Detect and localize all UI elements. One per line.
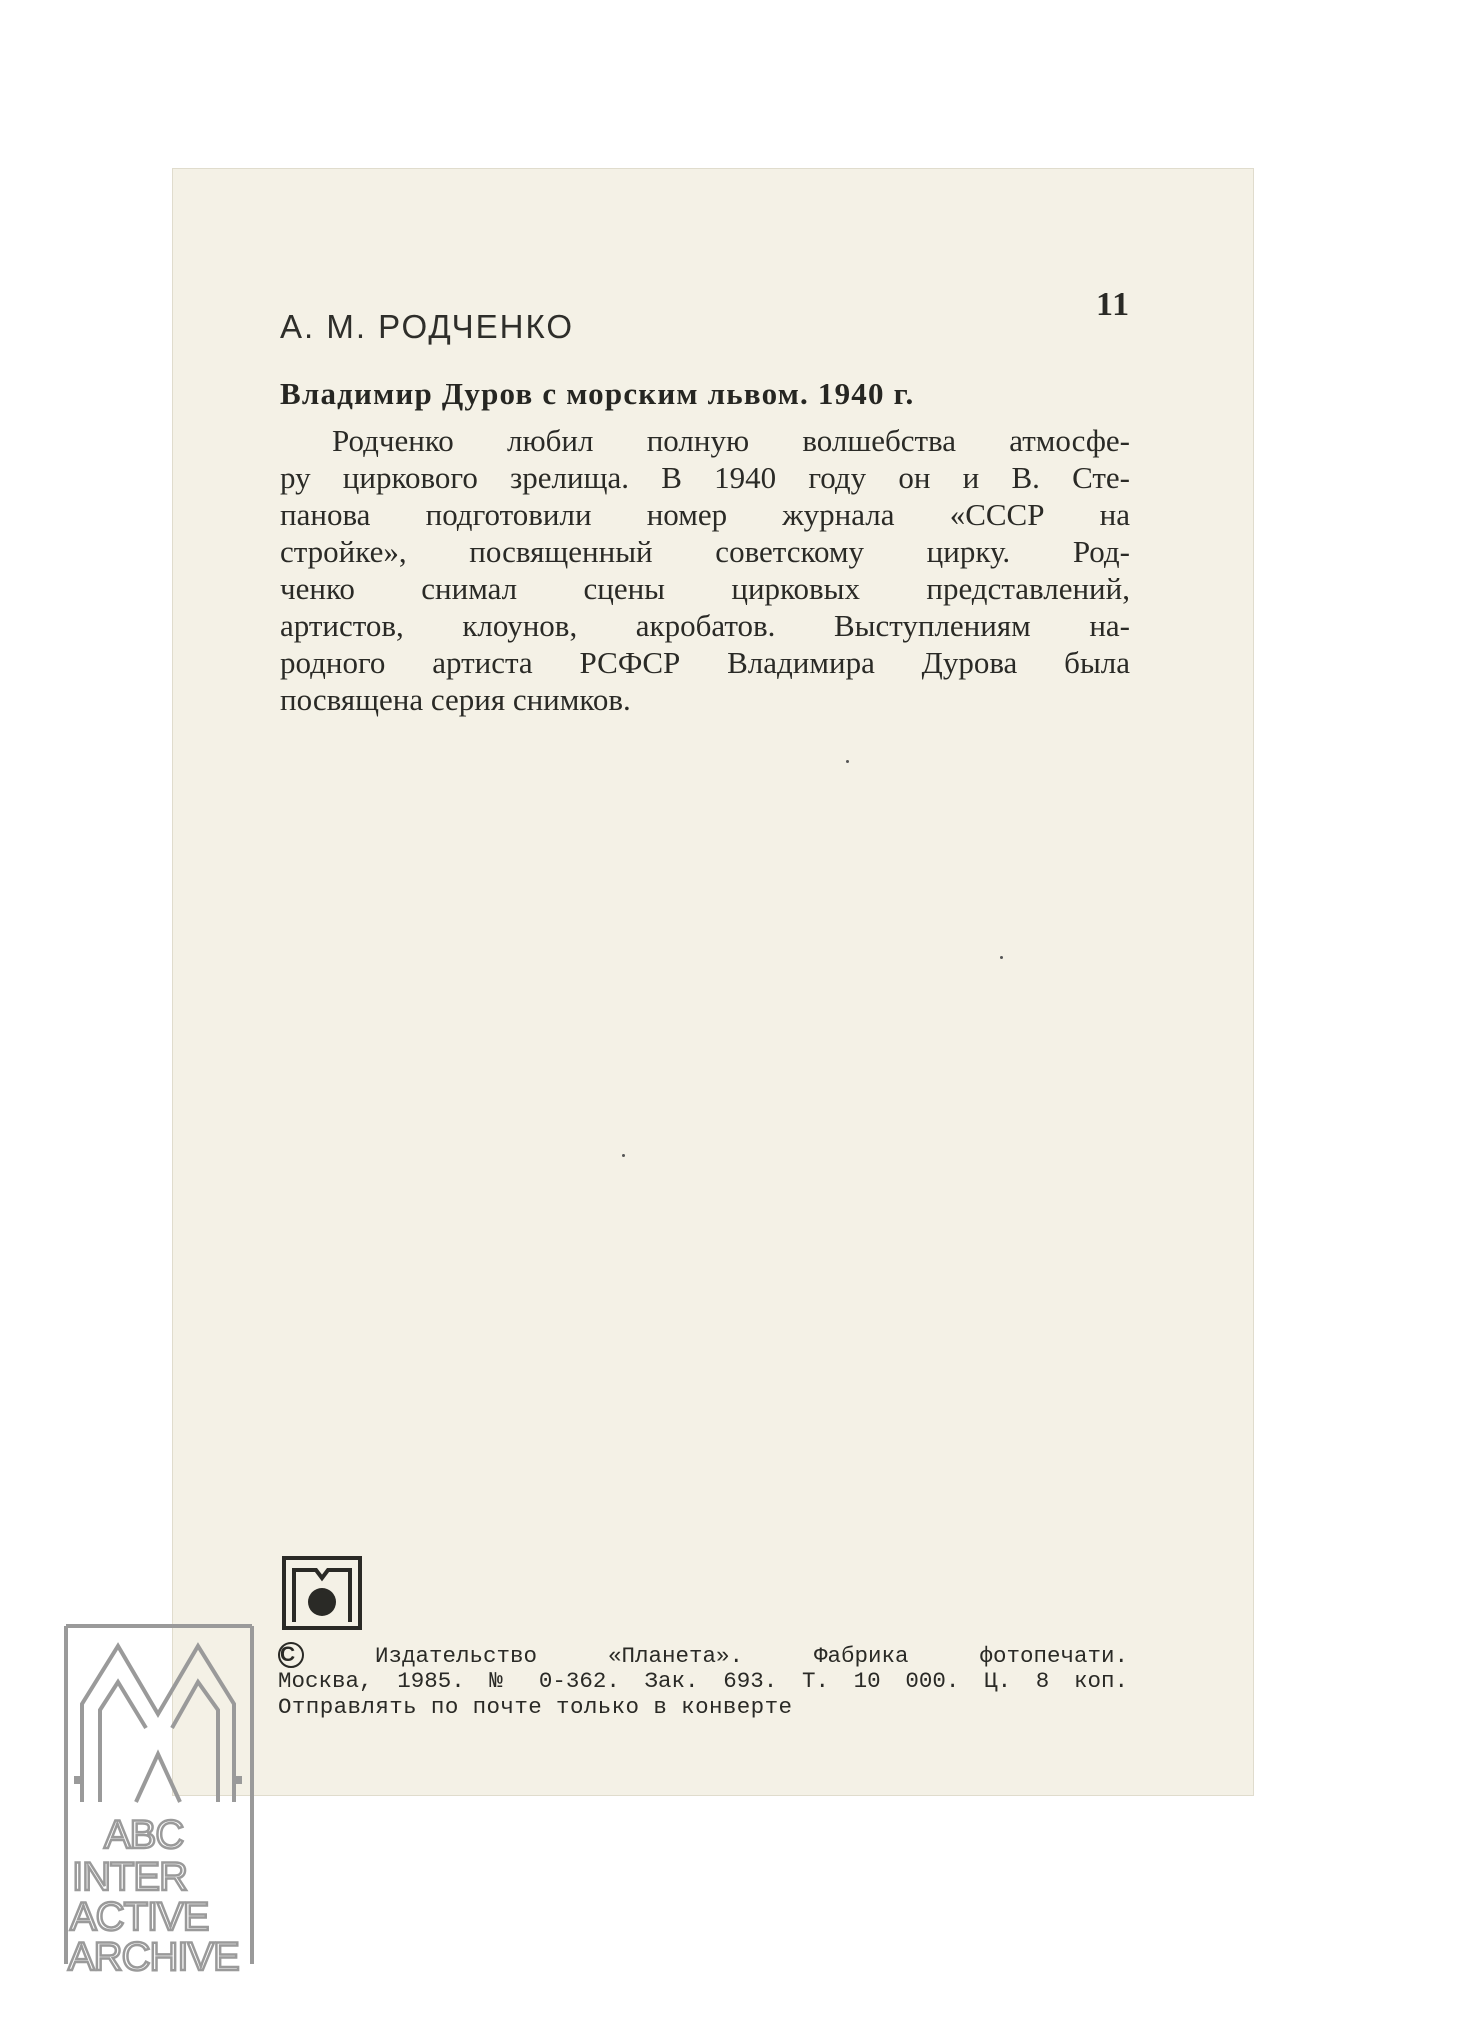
- description-line: ченко снимал сцены цирковых представлений,: [280, 571, 1130, 606]
- watermark-row-2: INTER: [72, 1855, 187, 1899]
- watermark-row-4: ARCHIVE: [68, 1935, 239, 1976]
- description-line: посвящена серия снимков.: [280, 682, 631, 717]
- description-line: артистов, клоунов, акробатов. Выступлениям на-: [280, 608, 1130, 643]
- postcard-back: [172, 168, 1254, 1796]
- imprint-line-3: Отправлять по почте только в конверте: [278, 1694, 793, 1720]
- description-line: панова подготовили номер журнала «СССР на: [280, 497, 1130, 532]
- author-name: А. М. РОДЧЕНКО: [280, 308, 574, 345]
- description-text: [280, 422, 1130, 718]
- imprint-line-1: [278, 1642, 1128, 1668]
- paper-speck: [1000, 956, 1003, 959]
- archive-watermark-icon: [58, 1624, 260, 1976]
- card-number: 11: [1096, 286, 1131, 323]
- description-line: стройке», посвященный советскому цирку. Род-: [280, 534, 1130, 569]
- watermark-row-3: ACTIVE: [70, 1895, 209, 1939]
- imprint-publisher: Издательство «Планета». Фабрика фотопечати.: [374, 1643, 1128, 1669]
- copyright-icon: C: [278, 1642, 304, 1668]
- publisher-logo-icon: [282, 1556, 362, 1630]
- paper-speck: [846, 760, 849, 763]
- watermark-row-1: ABC: [104, 1813, 184, 1857]
- imprint-line-2: Москва, 1985. № 0-362. Зак. 693. Т. 10 000. Ц. 8 коп.: [278, 1668, 1128, 1694]
- description-line: Родченко любил полную волшебства атмосфе-: [332, 423, 1130, 458]
- publisher-imprint: [278, 1642, 1128, 1720]
- description-line: ру циркового зрелища. В 1940 году он и В. Сте-: [280, 460, 1130, 495]
- paper-speck: [622, 1154, 625, 1157]
- description-line: родного артиста РСФСР Владимира Дурова была: [280, 645, 1130, 680]
- artwork-title: Владимир Дуров с морским львом. 1940 г.: [280, 376, 915, 411]
